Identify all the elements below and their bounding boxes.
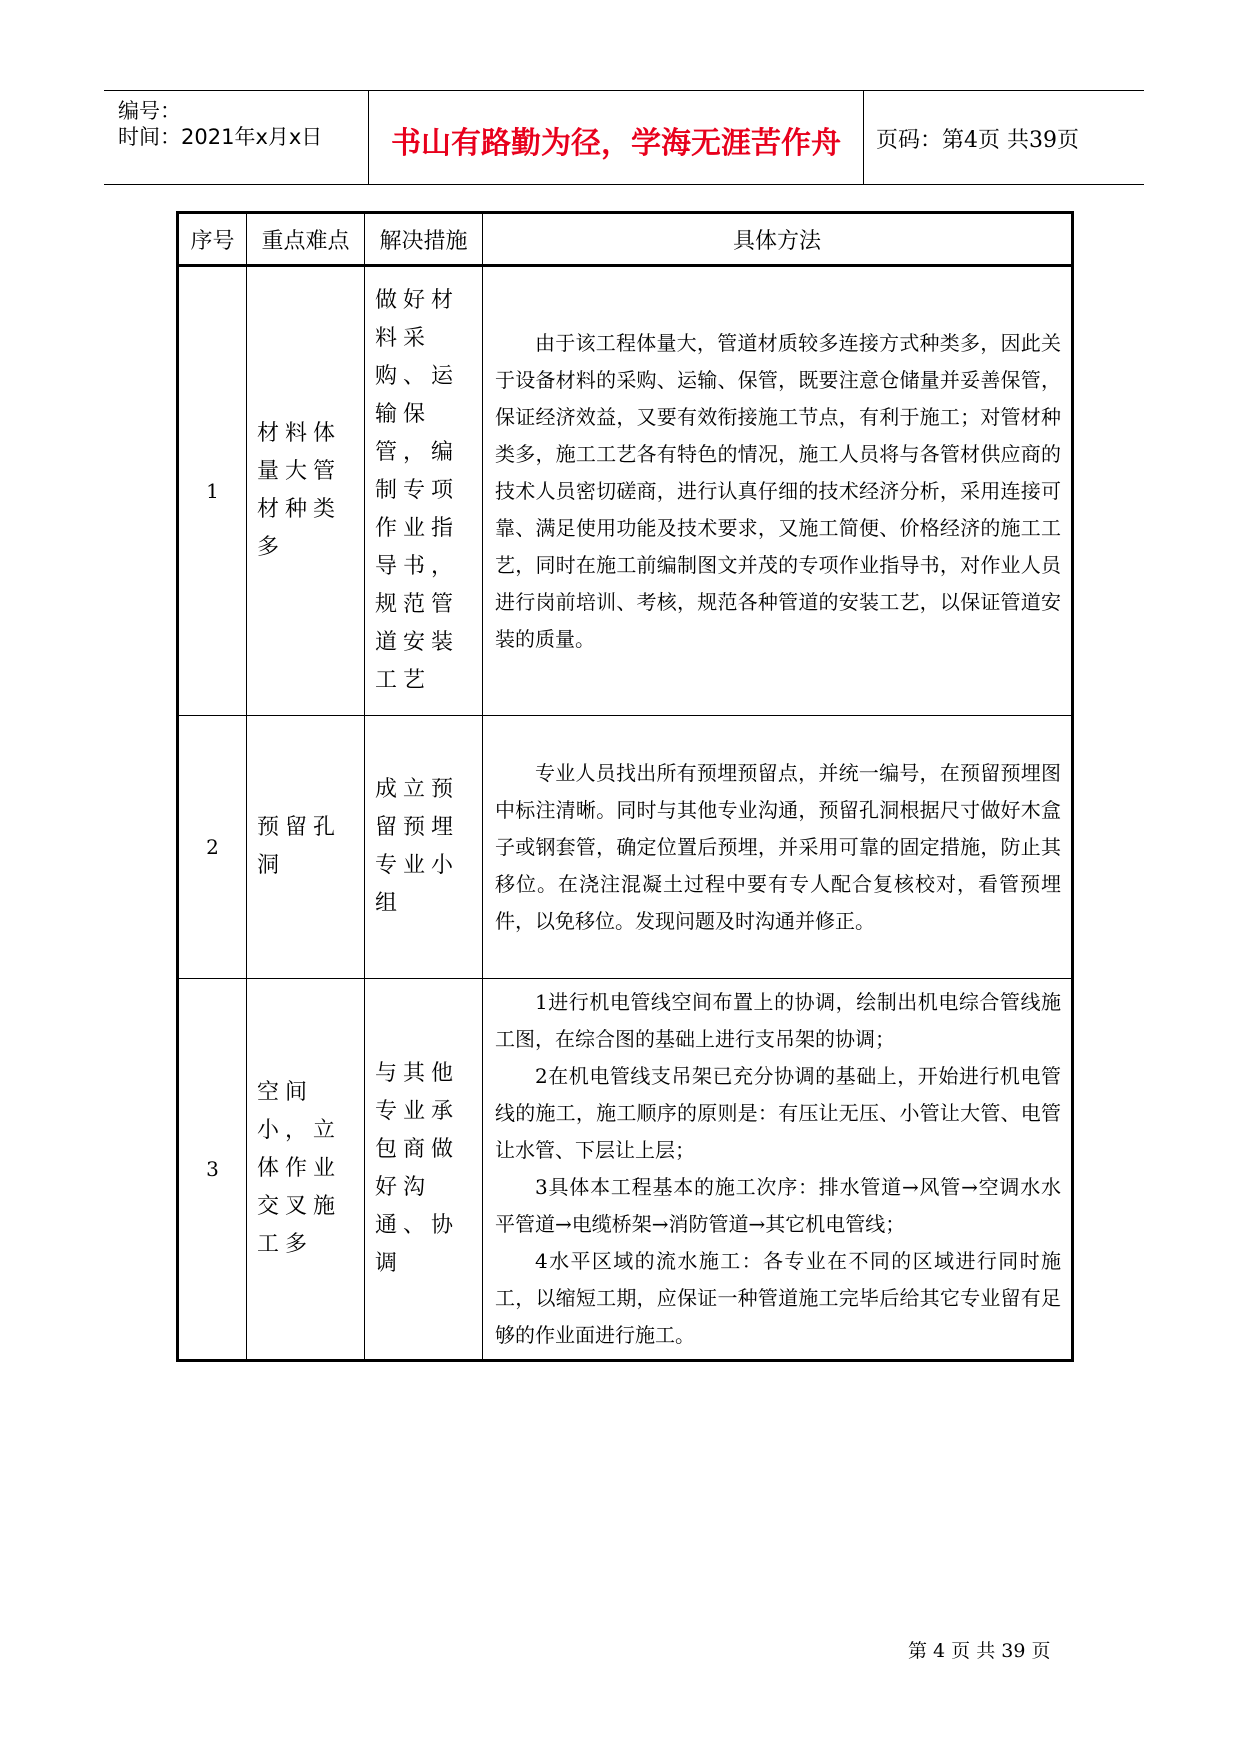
column-header-seq: 序号 — [178, 213, 247, 266]
row-solution: 与其他专业承包商做好沟通、协调 — [365, 979, 483, 1361]
row-method — [483, 716, 1073, 979]
page-header — [104, 90, 1144, 185]
header-motto-cell — [369, 91, 864, 184]
column-header-solution: 解决措施 — [365, 213, 483, 266]
method-paragraph: 2在机电管线支吊架已充分协调的基础上，开始进行机电管线的施工，施工顺序的原则是：有压让无压、小管让大管、电管让水管、下层让上层； — [495, 1064, 1061, 1162]
method-paragraph: 3具体本工程基本的施工次序：排水管道→风管→空调水水平管道→电缆桥架→消防管道→其它机电管线； — [495, 1175, 1061, 1236]
column-header-key-point: 重点难点 — [247, 213, 365, 266]
row-seq: 3 — [178, 979, 247, 1361]
table-header-row — [178, 213, 1073, 266]
page-footer-number: 第 4 页 共 39 页 — [908, 1640, 1051, 1662]
row-key-point: 材料体量大管材种类多 — [247, 266, 365, 716]
key-points-table — [176, 211, 1074, 1362]
row-key-point: 预留孔洞 — [247, 716, 365, 979]
row-key-point: 空间小，立体作业交叉施工多 — [247, 979, 365, 1361]
row-seq: 1 — [178, 266, 247, 716]
column-header-method: 具体方法 — [483, 213, 1073, 266]
header-page-info: 页码：第4页 共39页 — [876, 128, 1079, 153]
header-page-cell — [864, 91, 1144, 184]
row-solution: 做好材料采购、运输保管，编制专项作业指导书，规范管道安装工艺 — [365, 266, 483, 716]
method-paragraph: 1进行机电管线空间布置上的协调，绘制出机电综合管线施工图，在综合图的基础上进行支吊架的协调； — [495, 990, 1061, 1051]
row-seq: 2 — [178, 716, 247, 979]
motto-text: 书山有路勤为径，学海无涯苦作舟 — [391, 126, 841, 161]
row-method — [483, 979, 1073, 1361]
row-method — [483, 266, 1073, 716]
table-row — [178, 979, 1073, 1361]
document-number-label: 编号： — [118, 99, 181, 123]
document-time-label: 时间：2021年x月x日 — [118, 125, 323, 149]
row-solution: 成立预留预埋专业小组 — [365, 716, 483, 979]
method-paragraph: 由于该工程体量大，管道材质较多连接方式种类多，因此关于设备材料的采购、运输、保管，既要注意仓储量并妥善保管，保证经济效益，又要有效衔接施工节点，有利于施工；对管材种类多，施工工艺各有特色的情况，施工人员将与各管材供应商的技术人员密切磋商，进行认真仔细的技术经济分析，采用连接可靠、满足使用功能及技术要求，又施工简便、价格经济的施工工艺，同时在施工前编制图文并茂的专项作业指导书，对作业人员进行岗前培训、考核，规范各种管道的安装工艺，以保证管道安装的质量。 — [495, 330, 1061, 651]
method-paragraph: 专业人员找出所有预埋预留点，并统一编号，在预留预埋图中标注清晰。同时与其他专业沟通，预留孔洞根据尺寸做好木盒子或钢套管，确定位置后预埋，并采用可靠的固定措施，防止其移位。在浇注混凝土过程中要有专人配合复核校对，看管预埋件，以免移位。发现问题及时沟通并修正。 — [495, 760, 1061, 933]
method-paragraph: 4水平区域的流水施工：各专业在不同的区域进行同时施工，以缩短工期，应保证一种管道施工完毕后给其它专业留有足够的作业面进行施工。 — [495, 1249, 1061, 1347]
header-meta-cell — [104, 91, 369, 184]
table-row — [178, 716, 1073, 979]
table-row — [178, 266, 1073, 716]
